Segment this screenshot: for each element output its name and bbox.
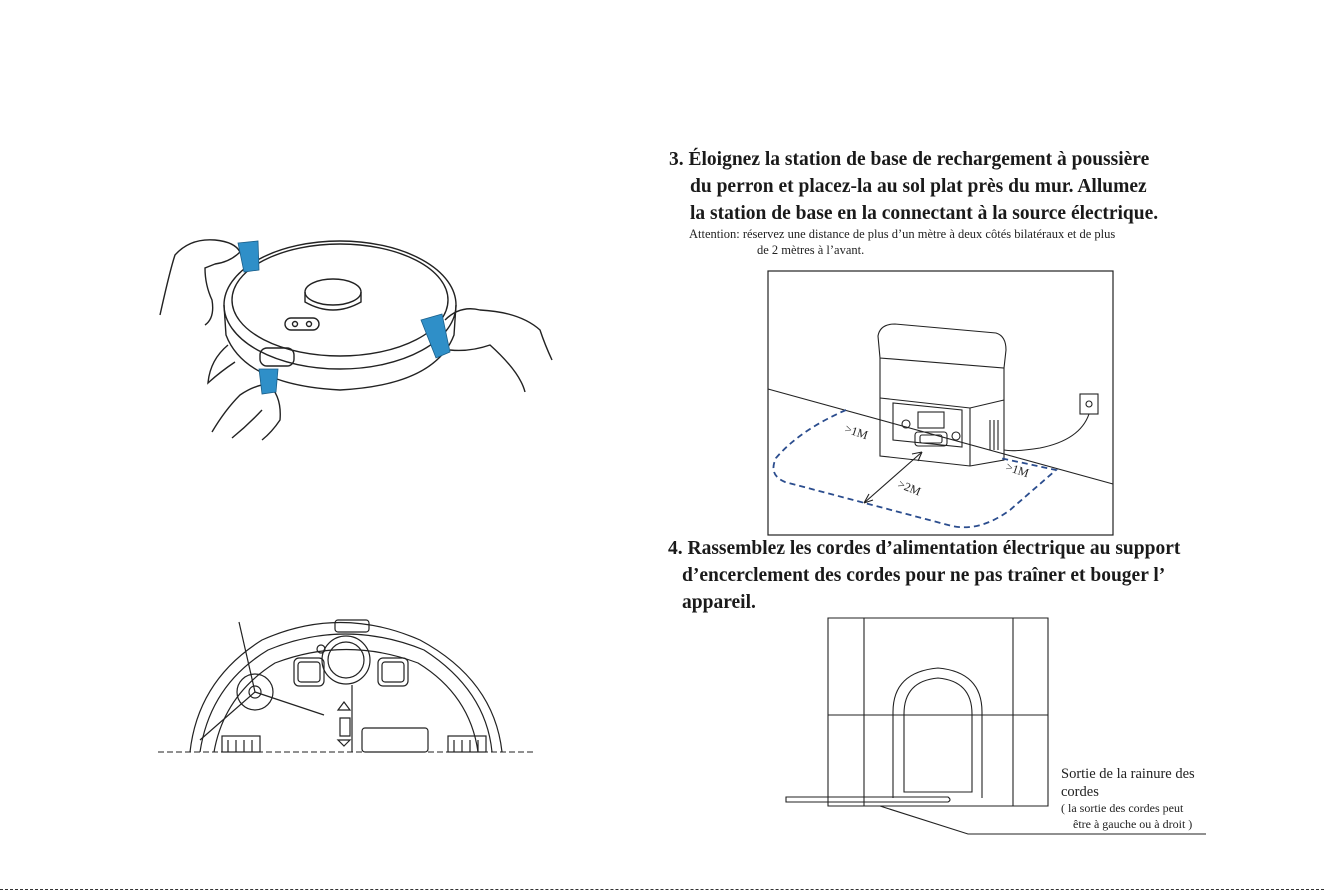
step4-heading-line-1: 4. Rassemblez les cordes d’alimentation électrique au support xyxy=(668,538,1181,559)
cord-exit-label-line-2: cordes xyxy=(1061,784,1099,800)
step3-heading-line-1: 3. Éloignez la station de base de rechargement à poussière xyxy=(669,149,1150,170)
cord-exit-label xyxy=(1061,765,1195,801)
step4-heading-line-2: d’encerclement des cordes pour ne pas traîner et bouger l’ xyxy=(682,565,1166,586)
distance-right-label: >1M xyxy=(1004,459,1031,481)
step3-heading-line-3: la station de base en la connectant à la source électrique. xyxy=(690,203,1159,224)
attention-line-2: de 2 mètres à l’avant. xyxy=(757,243,865,257)
page-bottom-rule xyxy=(0,889,1324,890)
robot-underside-figure xyxy=(190,620,502,752)
distance-left-label: >1M xyxy=(843,421,870,443)
cord-exit-note xyxy=(1061,801,1192,832)
distance-front-label: >2M xyxy=(895,476,923,499)
attention-line-1: Attention: réservez une distance de plus d’un mètre à deux côtés bilatéraux et de plus xyxy=(689,227,1116,241)
step4-heading xyxy=(668,535,1180,616)
step4-heading-line-3: appareil. xyxy=(682,592,756,613)
step3-heading-line-2: du perron et placez-la au sol plat près du mur. Allumez xyxy=(690,176,1147,197)
attention-note xyxy=(689,226,1115,258)
base-station-placement-figure xyxy=(768,271,1113,535)
cord-exit-label-line-1: Sortie de la rainure des xyxy=(1061,766,1195,782)
cord-exit-note-line-2: être à gauche ou à droit ) xyxy=(1073,816,1193,831)
step3-heading xyxy=(669,146,1158,227)
robot-tape-removal-figure xyxy=(160,240,552,440)
cord-exit-note-line-1: ( la sortie des cordes peut xyxy=(1061,801,1184,815)
